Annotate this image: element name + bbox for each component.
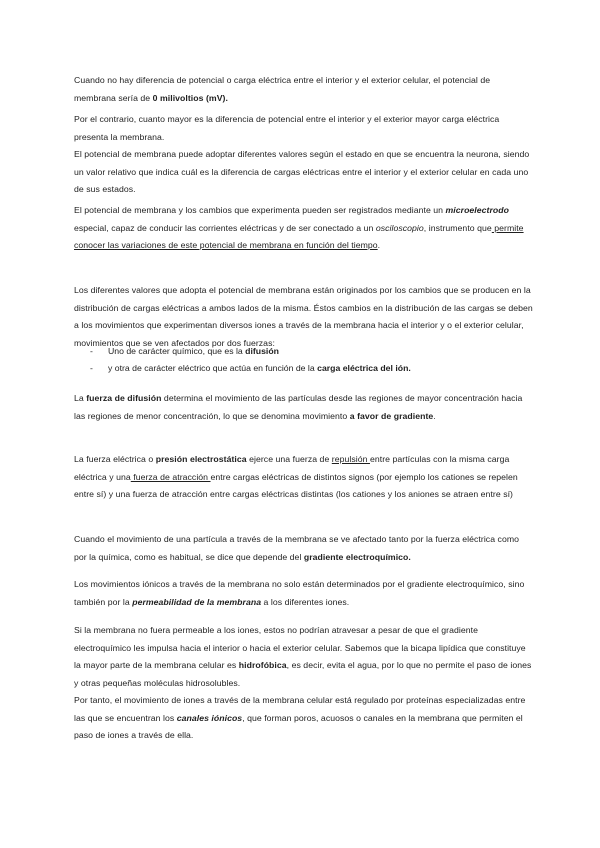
paragraph-electrochemical: Cuando el movimiento de una partícula a través de la membrana se ve afectado tanto por la fuerza eléctrica como por la química, como es habitual, se dice que depende del gradiente electroquímico. bbox=[74, 534, 519, 562]
paragraph-resting-potential: Cuando no hay diferencia de potencial o carga eléctrica entre el interior y el exterior celular, el potencial de membrana sería de 0 milivoltios (mV). bbox=[74, 75, 491, 103]
paragraph-permeability: Los movimientos iónicos a través de la membrana no solo están determinados por el gradiente electroquímico, sino también por la permeabilidad de la membrana a los diferentes iones. bbox=[74, 579, 525, 607]
list-item-electrical: - y otra de carácter eléctrico que actúa en función de la carga eléctrica del ión. bbox=[90, 363, 411, 373]
paragraph-electrostatic: La fuerza eléctrica o presión electrostática ejerce una fuerza de repulsión entre partículas con la misma carga eléctrica y una fuerza de atracción entre cargas eléctricas de distintos signos (por ejemplo los cationes se repelen entre sí) y una fuerza de atracción entre cargas eléctricas distintas (los cationes y los aniones se atraen entre sí) bbox=[74, 454, 518, 499]
paragraph-ion-distribution: Los diferentes valores que adopta el potencial de membrana están originados por los cambios que se producen en la distribución de cargas eléctricas a ambos lados de la misma. Éstos cambios en la distribución de las cargas se deben a los movimientos que experimentan diversos iones a través de la membrana hacia el interior y o el exterior celular, movimientos que se ven afectados por dos fuerzas: bbox=[74, 285, 533, 348]
list-item-chemical: - Uno de carácter químico, que es la difusión bbox=[90, 346, 279, 356]
paragraph-potential-difference: Por el contrario, cuanto mayor es la diferencia de potencial entre el interior y el exterior mayor carga eléctrica presenta la membrana. El potencial de membrana puede adoptar diferentes valores según el estado en que se encuentra la neurona, siendo un valor relativo que indica cuál es la diferencia de cargas eléctricas entre el interior y el exterior celular en cada uno de sus estados. bbox=[74, 114, 530, 194]
paragraph-recording: El potencial de membrana y los cambios que experimenta pueden ser registrados mediante un microelectrodo especial, capaz de conducir las corrientes eléctricas y de ser conectado a un osciloscopio, instrumento que permite conocer las variaciones de este potencial de membrana en función del tiempo. bbox=[74, 205, 524, 250]
paragraph-diffusion: La fuerza de difusión determina el movimiento de las partículas desde las regiones de mayor concentración hacia las regiones de menor concentración, lo que se denomina movimiento a favor de gradiente. bbox=[74, 393, 523, 421]
paragraph-ion-channels: Si la membrana no fuera permeable a los iones, estos no podrían atravesar a pesar de que el gradiente electroquímico les impulsa hacia el interior o hacia el exterior celular. Sabemos que la bicapa lipídica que constituye la mayor parte de la membrana celular es hidrofóbica, es decir, evita el agua, por lo que no permite el paso de iones y otras pequeñas moléculas hidrosolubles. Por tanto, el movimiento de iones a través de la membrana celular está regulado por proteínas especializadas entre las que se encuentran los canales iónicos, que forman poros, acuosos o canales en la membrana que permiten el paso de iones a través de ella. bbox=[74, 625, 532, 740]
